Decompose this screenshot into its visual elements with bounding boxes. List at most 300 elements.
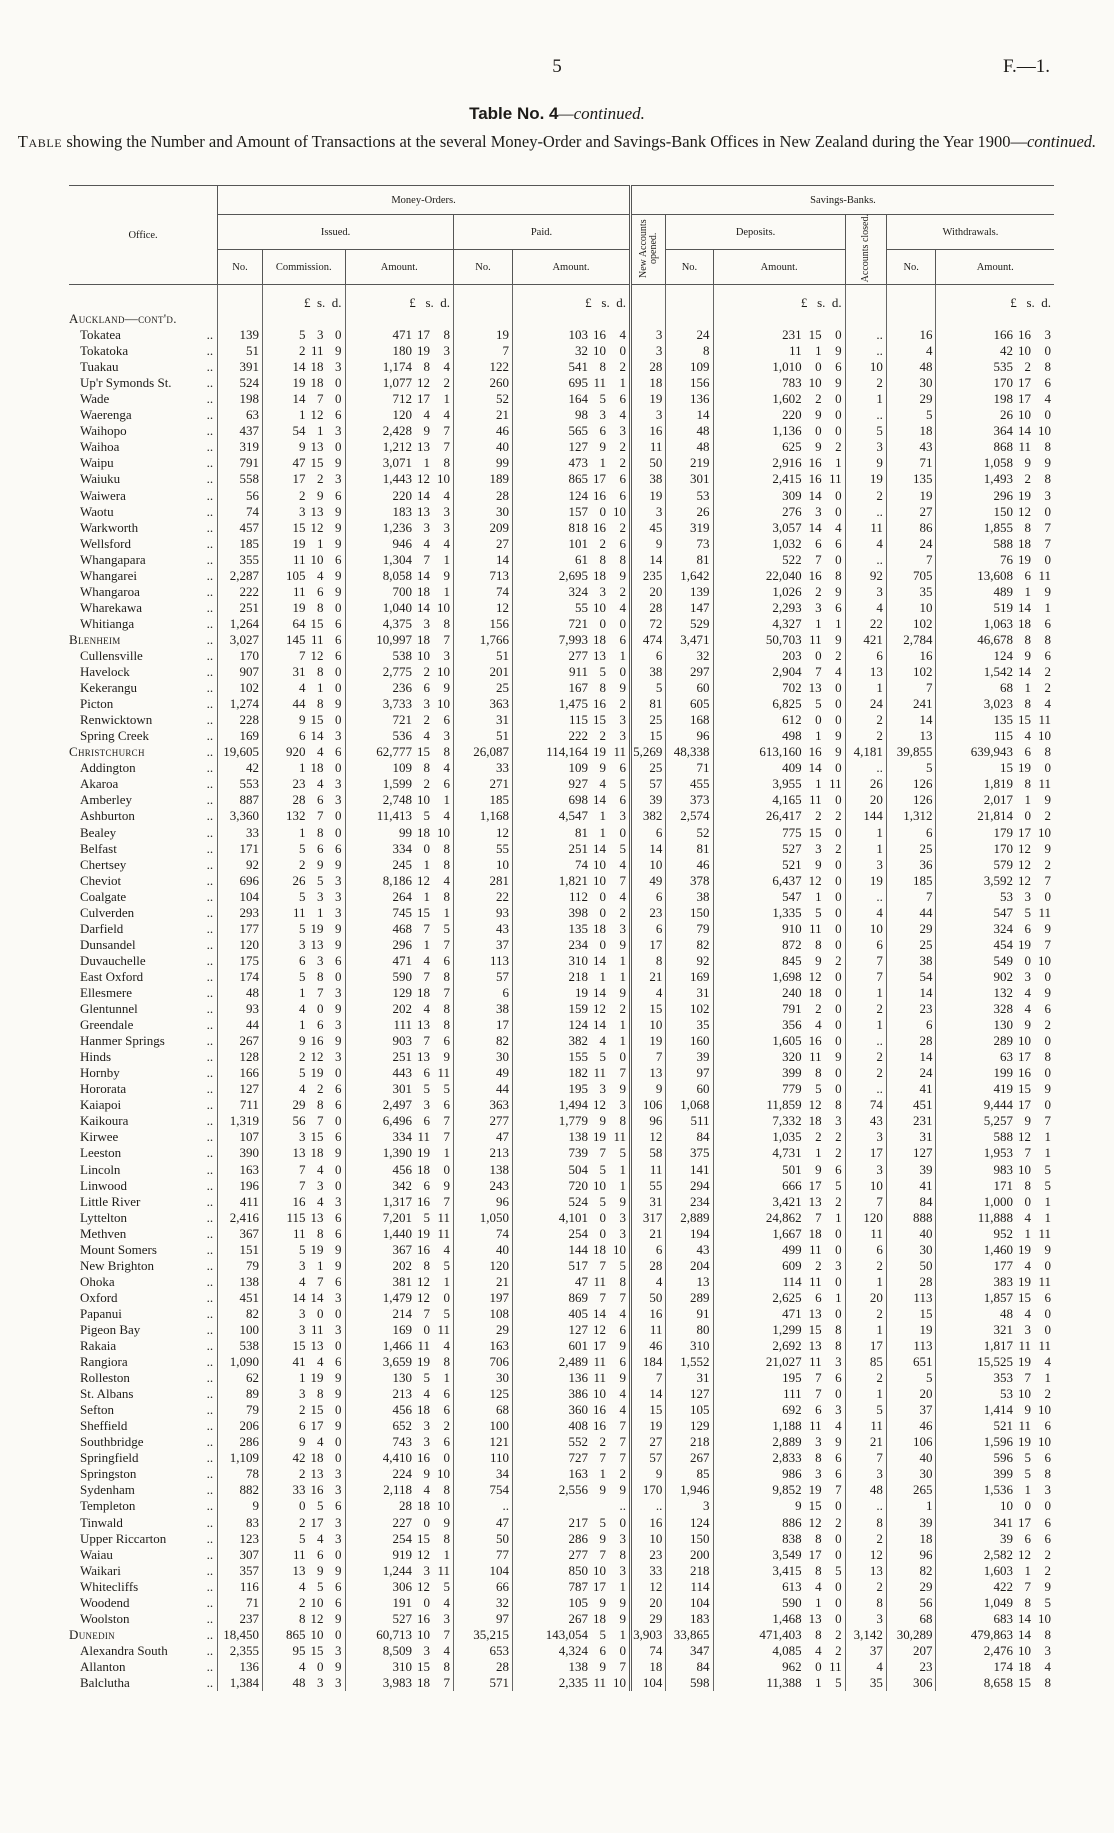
table-cell: 100 [218,1322,263,1338]
table-cell: 10 [630,1531,665,1547]
table-cell: 2 [845,712,886,728]
table-cell: 77 [454,1547,513,1563]
office-name: Picton .. [80,696,214,712]
table-cell: 145 11 6 [262,632,345,648]
table-cell: 1,460 19 9 [936,1242,1054,1258]
table-cell: 44 [886,905,936,921]
office-name: Glentunnel .. [80,1001,214,1017]
table-cell: 43 [454,921,513,937]
office-name: Greendale .. [80,1017,214,1033]
table-cell: 706 [454,1354,513,1370]
table-row [69,1579,1054,1595]
table-cell: 104 [218,889,263,905]
table-cell: 745 15 1 [345,905,454,921]
office-name: Springston .. [80,1466,214,1482]
table-cell: 9 13 0 [262,439,345,455]
table-cell: 541 8 2 [512,359,630,375]
table-cell: 1 19 9 [262,1370,345,1386]
table-cell: 1,596 19 10 [936,1434,1054,1450]
table-cell: 783 10 9 [713,375,845,391]
table-cell: 170 17 6 [936,375,1054,391]
table-cell: 167 8 9 [512,680,630,696]
table-cell: 10 [630,1017,665,1033]
table-cell: 220 14 4 [345,488,454,504]
table-row [69,1450,1054,1466]
table-cell: .. [845,504,886,520]
table-cell: 47 11 8 [512,1274,630,1290]
table-cell: 11 10 6 [262,552,345,568]
table-cell: 727 7 7 [512,1450,630,1466]
table-cell: 13 [845,1563,886,1579]
table-cell: 845 9 2 [713,953,845,969]
table-cell: 60 [666,680,713,696]
table-cell: 102 [886,664,936,680]
table-cell: 8 [845,1515,886,1531]
page-number: 5 [552,56,562,77]
table-cell: 2,889 [666,1210,713,1226]
table-cell: 114 11 0 [713,1274,845,1290]
table-cell: 54 1 3 [262,423,345,439]
table-cell: 50 [630,1290,665,1306]
table-cell: 207 [886,1643,936,1659]
table-cell: 222 2 3 [512,728,630,744]
table-cell: 97 [454,1611,513,1627]
table-cell: 6 [845,937,886,953]
table-cell: 11 [845,1226,886,1242]
table-row [69,1338,1054,1354]
table-row [69,471,1054,487]
table-cell: 29 [454,1322,513,1338]
table-cell: 85 [845,1354,886,1370]
table-cell: 20 [845,792,886,808]
table-cell: 42 18 0 [262,1450,345,1466]
table-cell: 21 [454,1274,513,1290]
table-cell: 15 [630,1001,665,1017]
table-cell: 421 [845,632,886,648]
office-name: Bealey .. [80,824,214,840]
table-cell: 549 0 10 [936,953,1054,969]
table-cell: 683 14 10 [936,1611,1054,1627]
table-cell: 19,605 [218,744,263,760]
table-cell: 32 [666,648,713,664]
office-name: Lyttelton .. [80,1209,214,1225]
table-cell: 1,390 19 1 [345,1145,454,1161]
table-cell: 155 5 0 [512,1049,630,1065]
table-cell: 700 18 1 [345,584,454,600]
table-cell: 2 [845,1579,886,1595]
table-cell: 504 5 1 [512,1161,630,1177]
table-cell: 31 [886,1129,936,1145]
table-cell: 2,889 3 9 [713,1434,845,1450]
table-cell: 37 [845,1643,886,1659]
table-cell: 527 3 2 [713,841,845,857]
table-row [69,841,1054,857]
table-cell: 47 [454,1515,513,1531]
table-cell: 197 [454,1290,513,1306]
table-cell: 2 [845,1370,886,1386]
table-cell: 29 [886,921,936,937]
table-cell: 103 16 4 [512,327,630,343]
table-cell: 41 4 6 [262,1354,345,1370]
table-cell: 254 0 3 [512,1226,630,1242]
table-cell: 46 [666,857,713,873]
table-cell: 26 [666,504,713,520]
table-row [69,616,1054,632]
table-cell: 4 [886,343,936,359]
table-cell: 1,040 14 10 [345,600,454,616]
table-cell: 11 [630,1322,665,1338]
office-name: Alexandra South .. [80,1642,214,1658]
table-cell: 2 [845,1065,886,1081]
table-row [69,1097,1054,1113]
table-cell: 29 8 6 [262,1097,345,1113]
table-cell: 68 1 2 [936,680,1054,696]
table-cell: 267 [666,1450,713,1466]
table-cell: 2,916 16 1 [713,455,845,471]
table-cell: 2,416 [218,1210,263,1226]
table-row [69,1675,1054,1691]
table-cell: 54 [886,969,936,985]
table-cell: 5,257 9 7 [936,1113,1054,1129]
table-cell: 213 [454,1145,513,1161]
table-cell: 2 [845,728,886,744]
table-cell: 38 [630,471,665,487]
table-cell: 15 19 0 [936,760,1054,776]
table-cell: 3 [630,343,665,359]
table-cell: 952 1 11 [936,1226,1054,1242]
table-row [69,1210,1054,1226]
table-cell: 74 10 4 [512,857,630,873]
table-cell: 128 [218,1049,263,1065]
table-cell: 2,428 9 7 [345,423,454,439]
table-cell: 177 [218,921,263,937]
office-name: Akaroa .. [80,776,214,792]
table-cell: 818 16 2 [512,520,630,536]
table-cell: 24,862 7 1 [713,1210,845,1226]
table-cell: .. [845,889,886,905]
table-cell: 32 10 0 [512,343,630,359]
table-cell: 310 14 1 [512,953,630,969]
table-cell: 199 16 0 [936,1065,1054,1081]
table-cell: 1 [845,1017,886,1033]
table-cell: 4,101 0 3 [512,1210,630,1226]
table-cell [713,311,845,327]
table-cell: 6,496 6 7 [345,1113,454,1129]
table-cell: 1,384 [218,1675,263,1691]
units-withdrawals-amount: £ s. d. [936,285,1054,312]
table-cell: 28 6 3 [262,792,345,808]
table-cell: 10 0 0 [936,1498,1054,1514]
table-cell: 40 [886,1226,936,1242]
table-cell: 115 4 10 [936,728,1054,744]
table-cell: 558 [218,471,263,487]
table-cell: 19 [630,1418,665,1434]
table-cell: 1,058 9 9 [936,455,1054,471]
table-cell: 163 1 2 [512,1466,630,1482]
table-cell: 356 4 0 [713,1017,845,1033]
table-cell: 398 0 2 [512,905,630,921]
table-cell: 126 [886,792,936,808]
deposits-amount-header: Amount. [713,250,845,285]
table-cell: 289 [666,1290,713,1306]
table-cell: 214 7 5 [345,1306,454,1322]
table-cell: 613,160 16 9 [713,744,845,760]
table-cell: 130 5 1 [345,1370,454,1386]
withdrawals-header: Withdrawals. [886,215,1054,250]
table-cell: 6 [630,1242,665,1258]
table-cell: 1,779 9 8 [512,1113,630,1129]
table-cell: 13 [666,1274,713,1290]
table-cell: 121 [454,1434,513,1450]
table-cell: 81 [666,841,713,857]
table-cell: 6 3 6 [262,953,345,969]
table-cell: .. [454,1498,513,1514]
table-cell: 132 4 9 [936,985,1054,1001]
office-header: Office. [69,186,218,285]
table-cell: 6 [886,825,936,841]
table-cell: 5 4 3 [262,1531,345,1547]
table-cell: 1 [845,1386,886,1402]
table-cell: 4 2 6 [262,1081,345,1097]
table-cell: .. [845,343,886,359]
table-row [69,488,1054,504]
table-cell: 138 [454,1161,513,1177]
table-caption [0,132,1114,152]
table-cell: 11,859 12 8 [713,1097,845,1113]
table-cell: 40 [454,439,513,455]
table-cell: 31 8 0 [262,664,345,680]
table-cell: 19 [845,873,886,889]
table-cell: 21 [845,1434,886,1450]
office-name: Little River .. [80,1193,214,1209]
paid-header: Paid. [454,215,631,250]
table-cell: 1,602 2 0 [713,391,845,407]
table-cell: .. [845,760,886,776]
table-cell: 306 12 5 [345,1579,454,1595]
table-row [69,1595,1054,1611]
table-cell: 41 [886,1081,936,1097]
accounts-closed-header: Accounts closed. [845,215,886,285]
table-cell: 102 [666,1001,713,1017]
table-cell: 6 [845,648,886,664]
table-title-suffix: —continued. [558,104,645,123]
table-cell: 9 [630,1466,665,1482]
table-cell: 16 [630,1306,665,1322]
table-cell: 2,692 13 8 [713,1338,845,1354]
table-cell: 62,777 15 8 [345,744,454,760]
office-name: Whitianga .. [80,615,214,631]
table-row [69,937,1054,953]
table-cell: 6 [630,921,665,937]
table-cell: 96 [666,728,713,744]
table-cell: 1,274 [218,696,263,712]
table-cell: 48 4 0 [936,1306,1054,1322]
table-cell: 97 [666,1065,713,1081]
table-cell: 106 [630,1097,665,1113]
office-name: Waihoa .. [80,439,214,455]
table-cell: 206 [218,1418,263,1434]
table-cell: 2,556 9 9 [512,1482,630,1498]
table-cell: 4,410 16 0 [345,1450,454,1466]
table-cell: 14 14 3 [262,1290,345,1306]
table-row [69,744,1054,760]
table-cell: 473 1 2 [512,455,630,471]
table-cell: 10 [845,359,886,375]
table-cell: 80 [666,1322,713,1338]
table-cell: 96 [630,1113,665,1129]
table-cell [886,311,936,327]
table-cell: 122 [454,359,513,375]
table-cell: 946 4 4 [345,536,454,552]
table-cell: 218 1 1 [512,969,630,985]
table-row [69,1386,1054,1402]
units-row [69,285,1054,312]
table-cell: 10,997 18 7 [345,632,454,648]
table-cell: 63 17 8 [936,1049,1054,1065]
table-row [69,584,1054,600]
table-cell: 125 [454,1386,513,1402]
table-cell: 911 5 0 [512,664,630,680]
table-cell: 30 [454,1049,513,1065]
table-cell: 1 [845,825,886,841]
table-cell: 527 16 3 [345,1611,454,1627]
table-cell: 25 [454,680,513,696]
table-cell: 1 6 3 [262,1017,345,1033]
table-cell: 2 [845,1049,886,1065]
table-cell: 6 [845,1242,886,1258]
table-cell: 37 [454,937,513,953]
table-cell: 3 [845,1161,886,1177]
table-cell: 341 17 6 [936,1515,1054,1531]
table-cell: 1,494 12 3 [512,1097,630,1113]
table-cell: 93 [454,905,513,921]
table-row [69,1434,1054,1450]
table-cell: 3 [845,584,886,600]
office-name: Springfield .. [80,1450,214,1466]
table-cell: 1,603 1 2 [936,1563,1054,1579]
table-cell: 264 1 8 [345,889,454,905]
table-cell: 16 [886,327,936,343]
table-cell: 37 [886,1402,936,1418]
table-cell: 791 2 0 [713,1001,845,1017]
table-cell: 10 [845,1178,886,1194]
table-cell: 779 5 0 [713,1081,845,1097]
table-cell: 81 1 0 [512,825,630,841]
table-row [69,1226,1054,1242]
table-body [69,285,1054,1692]
table-cell: 28 [886,1274,936,1290]
table-row [69,1194,1054,1210]
table-cell: 4 [845,905,886,921]
table-cell: 96 [886,1547,936,1563]
table-cell: 538 [218,1338,263,1354]
table-cell: 195 7 6 [713,1370,845,1386]
office-name: Spring Creek .. [80,728,214,744]
table-cell: 3,903 [630,1627,665,1643]
table-cell: 1 8 0 [262,825,345,841]
table-row [69,552,1054,568]
table-row [69,1659,1054,1675]
table-cell: 4 [845,1659,886,1675]
table-cell: 179 17 10 [936,825,1054,841]
table-cell: 9 [630,1081,665,1097]
table-cell: 7,993 18 6 [512,632,630,648]
table-cell: 10 [886,600,936,616]
table-cell: 231 15 0 [713,327,845,343]
table-cell: 3 15 6 [262,1129,345,1145]
table-cell: 174 18 4 [936,1659,1054,1675]
office-name: Woolston .. [80,1610,214,1626]
issued-header: Issued. [218,215,454,250]
table-cell: 590 7 8 [345,969,454,985]
table-cell: 868 11 8 [936,439,1054,455]
office-name: St. Albans .. [80,1386,214,1402]
table-cell: 26 10 0 [936,407,1054,423]
table-cell: 19 [630,488,665,504]
table-cell: 116 [218,1579,263,1595]
table-cell: 217 5 0 [512,1515,630,1531]
table-cell: 202 8 5 [345,1258,454,1274]
table-cell: 328 4 6 [936,1001,1054,1017]
table-cell: 4 0 9 [262,1001,345,1017]
table-cell: 21 [630,969,665,985]
table-cell: 72 [630,616,665,632]
table-cell: 46 [886,1418,936,1434]
table-cell: 3,057 14 4 [713,520,845,536]
table-cell: 6 [454,985,513,1001]
table-cell: 60,713 10 7 [345,1627,454,1643]
table-cell: 2,415 16 11 [713,471,845,487]
table-cell: 9 15 0 [713,1498,845,1514]
table-cell: 1,035 2 2 [713,1129,845,1145]
table-cell: 50 [886,1258,936,1274]
table-cell: 519 14 1 [936,600,1054,616]
table-row [69,664,1054,680]
table-row [69,343,1054,359]
table-cell: 16 [630,1515,665,1531]
table-cell: 791 [218,455,263,471]
table-cell: 286 9 3 [512,1531,630,1547]
table-cell [845,311,886,327]
office-name: Kirwee .. [80,1129,214,1145]
table-cell: 2,625 6 1 [713,1290,845,1306]
table-cell: 383 19 11 [936,1274,1054,1290]
units-paid-amount: £ s. d. [512,285,630,312]
table-cell: 408 16 7 [512,1418,630,1434]
table-cell: 456 18 0 [345,1161,454,1177]
table-row [69,953,1054,969]
table-cell: 180 19 3 [345,343,454,359]
table-cell: 7 [630,1370,665,1386]
table-cell: 289 10 0 [936,1033,1054,1049]
table-cell: 24 [666,327,713,343]
table-cell: 100 [454,1418,513,1434]
table-row [69,359,1054,375]
office-name: Hanmer Springs .. [80,1033,214,1049]
table-cell: 307 [218,1547,263,1563]
table-cell: 124 [666,1515,713,1531]
table-cell: 471,403 8 2 [713,1627,845,1643]
office-name: Warkworth .. [80,519,214,535]
table-cell: 24 [845,696,886,712]
table-row [69,889,1054,905]
table-cell: 1 [845,1274,886,1290]
table-cell: 12 [630,1129,665,1145]
table-cell: 666 17 5 [713,1178,845,1194]
table-cell: 962 0 11 [713,1659,845,1675]
table-cell: 713 [454,568,513,584]
table-cell: 104 [666,1595,713,1611]
